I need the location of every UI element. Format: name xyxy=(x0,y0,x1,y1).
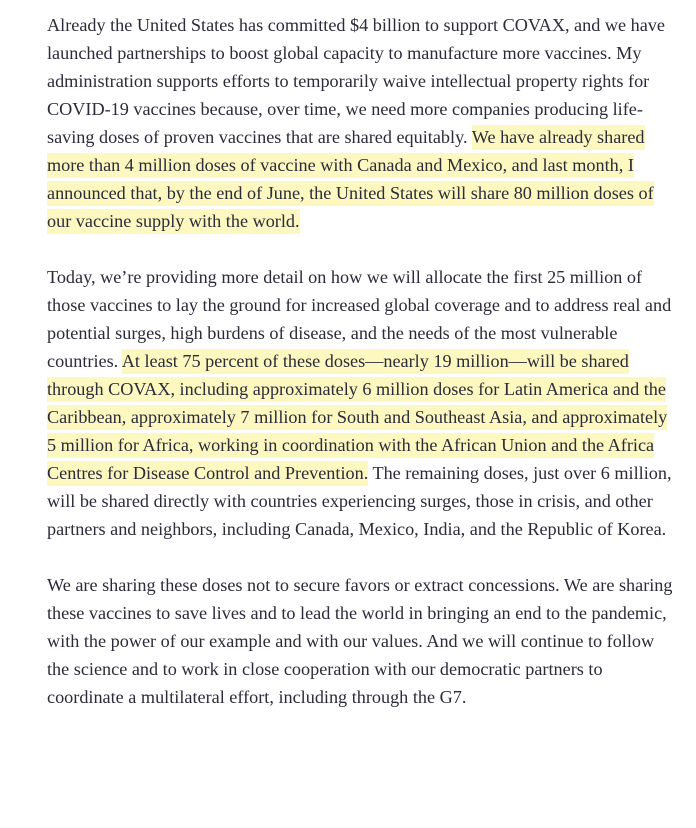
article-body xyxy=(47,11,677,739)
highlighted-text: At least 75 percent of these doses—nearly 19 million—will be shared through COVAX, including approximately 6 million doses for Latin America and the Caribbean, approximately 7 million for South and Southeast Asia, and approximately 5 million for Africa, working in coordination with the African Union and the Africa Centres for Disease Control and Prevention. xyxy=(47,349,667,486)
paragraph-1 xyxy=(47,11,677,235)
paragraph-text: Today, we’re providing more detail on how we will allocate the first 25 million of those vaccines to lay the ground for increased global coverage and to address real and potential surges, high burdens of disease, and the needs of the most vulnerable countries. xyxy=(47,267,672,371)
paragraph-text: Already the United States has committed $4 billion to support COVAX, and we have launched partnerships to boost global capacity to manufacture more vaccines. My administration supports efforts to temporarily waive intellectual property rights for COVID-19 vaccines because, over time, we need more companies producing life-saving doses of proven vaccines that are shared equitably. xyxy=(47,15,665,147)
paragraph-2 xyxy=(47,263,677,543)
paragraph-3 xyxy=(47,571,677,711)
highlighted-text: We have already shared more than 4 million doses of vaccine with Canada and Mexico, and last month, I announced that, by the end of June, the United States will share 80 million doses of our vaccine supply with the world. xyxy=(47,125,654,234)
paragraph-text: We are sharing these doses not to secure favors or extract concessions. We are sharing these vaccines to save lives and to lead the world in bringing an end to the pandemic, with the power of our example and with our values. And we will continue to follow the science and to work in close cooperation with our democratic partners to coordinate a multilateral effort, including through the G7. xyxy=(47,575,673,707)
paragraph-text: The remaining doses, just over 6 million, will be shared directly with countries experiencing surges, those in crisis, and other partners and neighbors, including Canada, Mexico, India, and the Republic of Korea. xyxy=(47,463,672,539)
